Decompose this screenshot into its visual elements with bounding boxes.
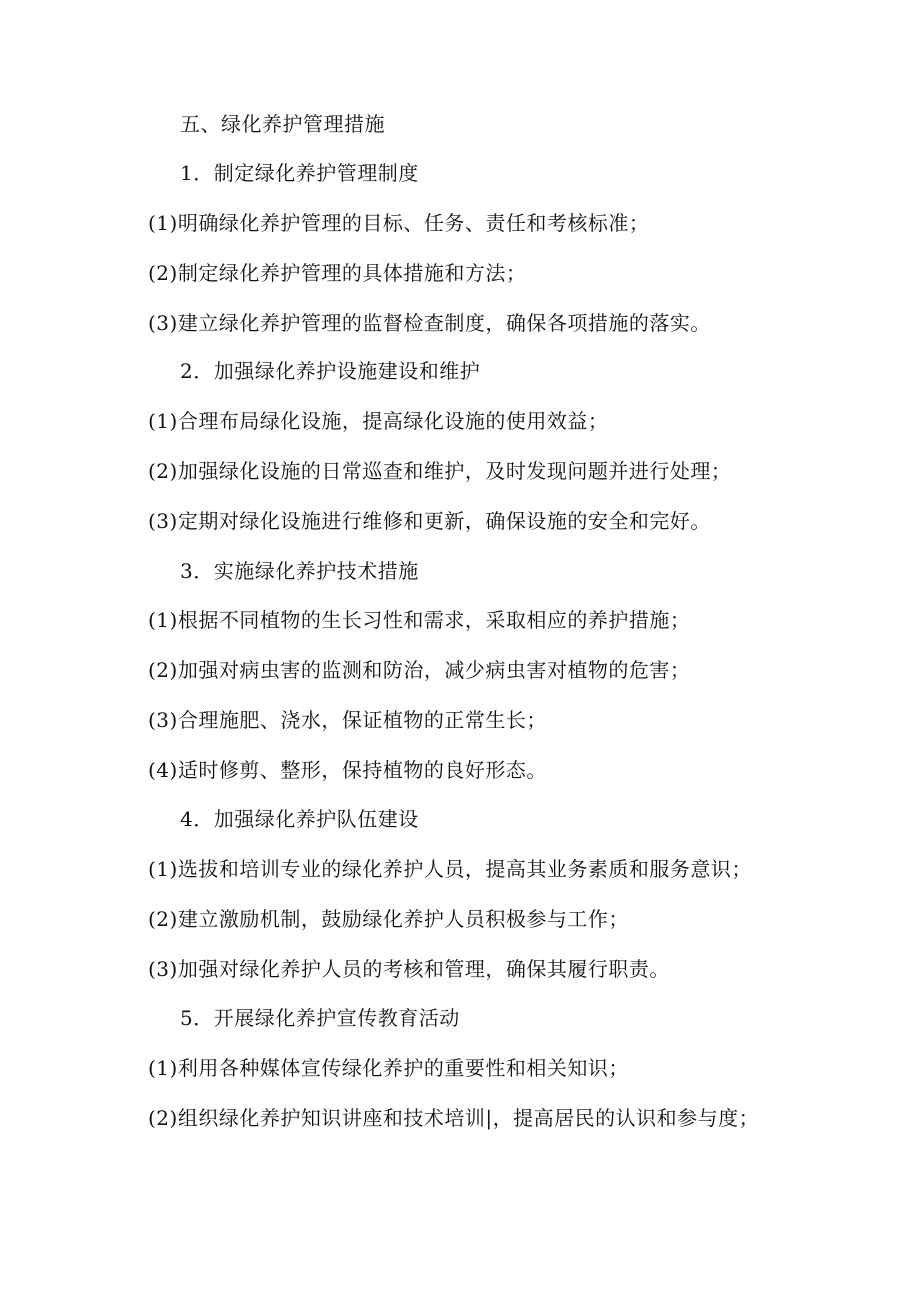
heading-2: 2．加强绿化养护设施建设和维护 xyxy=(180,359,481,383)
list-item: (1)明确绿化养护管理的目标、任务、责任和考核标准； xyxy=(148,211,650,235)
list-item: (4)适时修剪、整形，保持植物的良好形态。 xyxy=(148,758,547,782)
list-item: (2)组织绿化养护知识讲座和技术培训|，提高居民的认识和参与度； xyxy=(148,1106,760,1130)
heading-1: 1．制定绿化养护管理制度 xyxy=(180,161,419,185)
list-item: (3)加强对绿化养护人员的考核和管理，确保其履行职责。 xyxy=(148,957,670,981)
section-title: 五、绿化养护管理措施 xyxy=(180,112,385,136)
list-item: (1)利用各种媒体宣传绿化养护的重要性和相关知识； xyxy=(148,1056,629,1080)
list-item: (1)根据不同植物的生长习性和需求，采取相应的养护措施； xyxy=(148,608,691,632)
list-item: (3)合理施肥、浇水，保证植物的正常生长； xyxy=(148,708,547,732)
list-item: (2)加强绿化设施的日常巡查和维护，及时发现问题并进行处理； xyxy=(148,459,732,483)
list-item: (3)建立绿化养护管理的监督检查制度，确保各项措施的落实。 xyxy=(148,311,711,335)
list-item: (2)加强对病虫害的监测和防治，减少病虫害对植物的危害； xyxy=(148,658,691,682)
list-item: (2)建立激励机制，鼓励绿化养护人员积极参与工作； xyxy=(148,907,629,931)
heading-5: 5．开展绿化养护宣传教育活动 xyxy=(180,1006,460,1030)
list-item: (1)选拔和培训专业的绿化养护人员，提高其业务素质和服务意识； xyxy=(148,857,752,881)
heading-3: 3．实施绿化养护技术措施 xyxy=(180,559,419,583)
list-item: (2)制定绿化养护管理的具体措施和方法； xyxy=(148,261,527,285)
list-item: (1)合理布局绿化设施，提高绿化设施的使用效益； xyxy=(148,409,609,433)
heading-4: 4．加强绿化养护队伍建设 xyxy=(180,807,419,831)
list-item: (3)定期对绿化设施进行维修和更新，确保设施的安全和完好。 xyxy=(148,509,711,533)
